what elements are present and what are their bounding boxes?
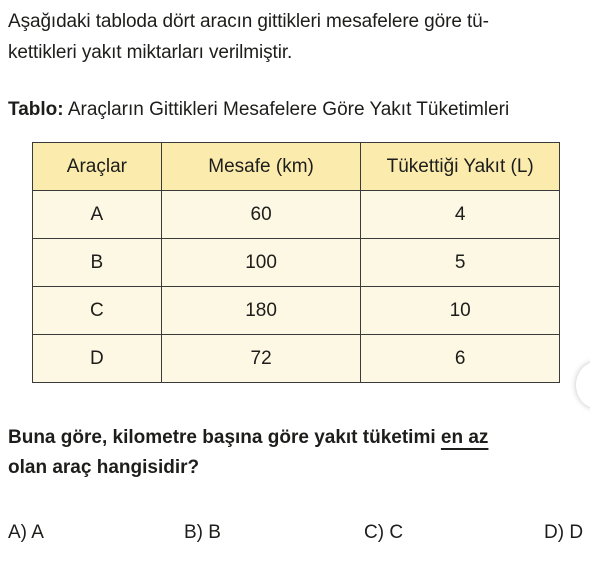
option-d[interactable]: D) D: [544, 522, 584, 543]
option-a[interactable]: A) A: [8, 522, 44, 543]
intro-line-1: Aşağıdaki tabloda dört aracın gittikleri mesafelere göre tü-: [8, 11, 489, 32]
cell-fuel: 5: [361, 239, 560, 287]
question-line-1: [8, 423, 488, 453]
cell-vehicle: C: [33, 287, 162, 335]
cell-distance: 60: [161, 191, 361, 239]
cell-distance: 72: [161, 335, 361, 383]
question-text: [8, 423, 488, 483]
table-row: [33, 239, 560, 287]
table-caption-prefix: Tablo:: [8, 99, 64, 120]
cell-fuel: 4: [361, 191, 560, 239]
cell-distance: 100: [161, 239, 361, 287]
cell-fuel: 6: [361, 335, 560, 383]
table-row: [33, 335, 560, 383]
header-vehicles: Araçlar: [33, 143, 162, 191]
header-fuel: Tükettiği Yakıt (L): [361, 143, 560, 191]
table-caption-text: Araçların Gittikleri Mesafelere Göre Yakıt Tüketimleri: [63, 99, 510, 120]
intro-text: [8, 6, 590, 68]
table-row: [33, 287, 560, 335]
cell-fuel: 10: [361, 287, 560, 335]
cell-distance: 180: [161, 287, 361, 335]
header-distance: Mesafe (km): [161, 143, 361, 191]
page-edge-decoration: [576, 362, 590, 408]
table-caption: [8, 96, 509, 124]
cell-vehicle: B: [33, 239, 162, 287]
option-c[interactable]: C) C: [364, 522, 404, 543]
option-b[interactable]: B) B: [184, 522, 221, 543]
fuel-table: [32, 142, 560, 383]
cell-vehicle: A: [33, 191, 162, 239]
intro-line-2: kettikleri yakıt miktarları verilmiştir.: [8, 42, 293, 63]
table-header-row: [33, 143, 560, 191]
question-line-2: olan araç hangisidir?: [8, 457, 200, 478]
question-emphasis: en az: [440, 427, 489, 448]
question-line-1-start: Buna göre, kilometre başına göre yakıt tüketimi: [8, 427, 441, 448]
cell-vehicle: D: [33, 335, 162, 383]
table-row: [33, 191, 560, 239]
